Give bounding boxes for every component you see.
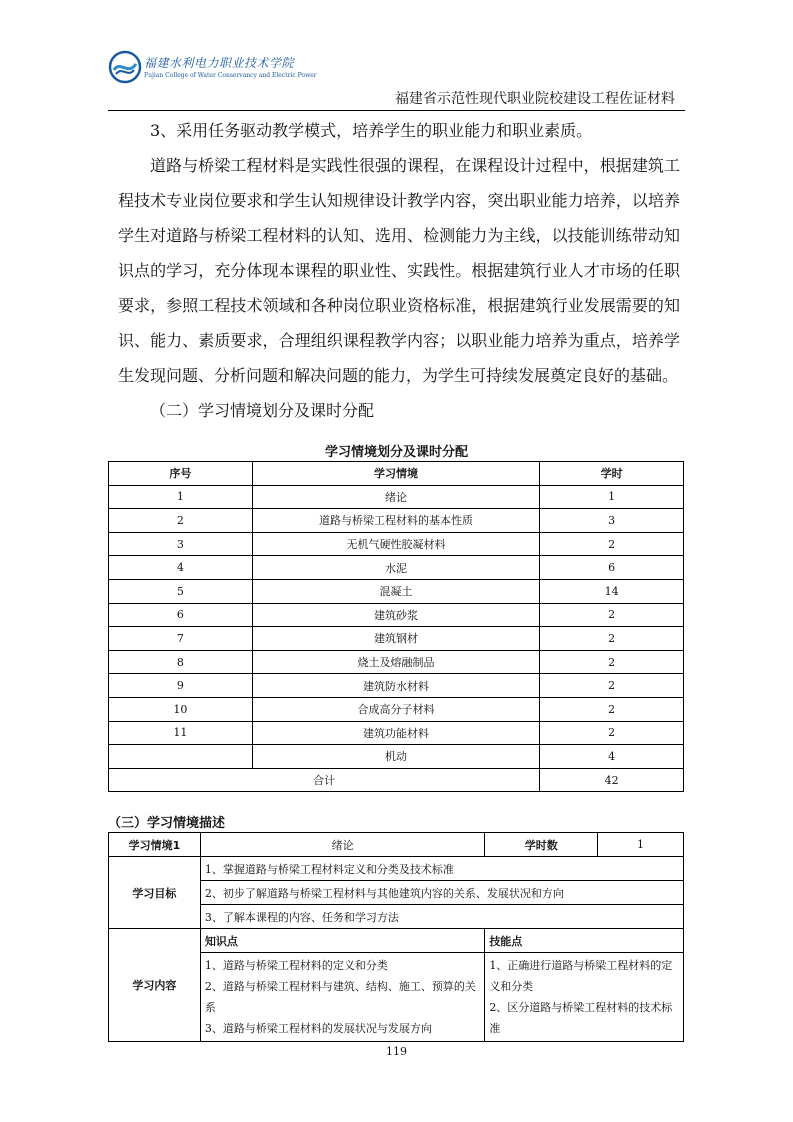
cell-situation: 绪论 [252, 485, 539, 509]
cell-hours: 2 [540, 674, 684, 698]
cell-no: 9 [109, 674, 253, 698]
table-row [109, 603, 684, 627]
knowledge-item: 1、道路与桥梁工程材料的定义和分类 [204, 959, 388, 972]
cell-hours: 6 [540, 556, 684, 580]
paragraph-course-design: 道路与桥梁工程材料是实践性很强的课程，在课程设计过程中，根据建筑工程技术专业岗位要求和学生认知规律设计教学内容，突出职业能力培养，以培养学生对道路与桥梁工程材料的认知、选用、检测能力为主线，以技能训练带动知识点的学习，充分体现本课程的职业性、实践性。根据建筑行业人才市场的任职要求，参照工程技术领域和各种岗位职业资格标准，根据建筑行业发展需要的知识、能力、素质要求，合理组织课程教学内容；以职业能力培养为重点，培养学生发现问题、分析问题和解决问题的能力，为学生可持续发展奠定良好的基础。 [118, 156, 680, 385]
objective-row [109, 857, 684, 881]
cell-situation: 烧土及熔融制品 [252, 650, 539, 674]
cell-total-hours: 42 [540, 768, 684, 792]
cell-hours: 2 [540, 697, 684, 721]
cell-total-label: 合计 [109, 768, 540, 792]
knowledge-list [200, 953, 484, 1042]
cell-hours: 2 [540, 721, 684, 745]
section-heading-situations: （二）学习情境划分及课时分配 [150, 401, 375, 420]
situation-name: 绪论 [200, 833, 484, 857]
table-row [109, 556, 684, 580]
cell-no: 8 [109, 650, 253, 674]
situation-label: 学习情境1 [109, 833, 201, 857]
cell-situation: 无机气硬性胶凝材料 [252, 532, 539, 556]
cell-no: 5 [109, 579, 253, 603]
logo-english-name: Fujian College of Water Conservancy and Electric Power [144, 72, 317, 79]
cell-hours: 3 [540, 509, 684, 533]
table-row [109, 650, 684, 674]
cell-no: 6 [109, 603, 253, 627]
cell-situation: 合成高分子材料 [252, 697, 539, 721]
cell-no: 3 [109, 532, 253, 556]
table-row [109, 721, 684, 745]
table-row [109, 579, 684, 603]
knowledge-item: 3、道路与桥梁工程材料的发展状况与发展方向 [204, 1022, 432, 1035]
skills-list [485, 953, 684, 1042]
table-row [109, 532, 684, 556]
table-row [109, 509, 684, 533]
table-row [109, 627, 684, 651]
table-row [109, 485, 684, 509]
cell-situation: 道路与桥梁工程材料的基本性质 [252, 509, 539, 533]
college-logo [108, 50, 317, 94]
cell-situation: 混凝土 [252, 579, 539, 603]
cell-hours: 2 [540, 627, 684, 651]
paragraph-teaching-mode: 3、采用任务驱动教学模式，培养学生的职业能力和职业素质。 [150, 121, 593, 140]
situation-description-table [108, 832, 684, 1042]
cell-no: 11 [109, 721, 253, 745]
header-situation: 学习情境 [252, 462, 539, 486]
table-title: 学习情境划分及课时分配 [324, 445, 468, 460]
cell-hours: 2 [540, 650, 684, 674]
table-header-row [109, 462, 684, 486]
knowledge-label: 知识点 [200, 929, 484, 953]
hours-value: 1 [598, 833, 684, 857]
cell-no: 10 [109, 697, 253, 721]
cell-no: 2 [109, 509, 253, 533]
content-label: 学习内容 [109, 929, 201, 1042]
cell-situation: 建筑功能材料 [252, 721, 539, 745]
table-row [109, 745, 684, 769]
cell-no [109, 745, 253, 769]
content-header-row [109, 929, 684, 953]
college-emblem-icon [108, 50, 142, 84]
cell-hours: 1 [540, 485, 684, 509]
cell-no: 1 [109, 485, 253, 509]
objective-item: 1、掌握道路与桥梁工程材料定义和分类及技术标准 [200, 857, 683, 881]
document-header-title: 福建省示范性现代职业院校建设工程佐证材料 [395, 91, 675, 107]
cell-no: 7 [109, 627, 253, 651]
hours-allocation-table [108, 461, 684, 792]
header-no: 序号 [109, 462, 253, 486]
page-number: 119 [386, 1045, 407, 1058]
table-row [109, 697, 684, 721]
cell-hours: 4 [540, 745, 684, 769]
objectives-label: 学习目标 [109, 857, 201, 929]
cell-situation: 建筑砂浆 [252, 603, 539, 627]
situation-row [109, 833, 684, 857]
objective-item: 3、了解本课程的内容、任务和学习方法 [200, 905, 683, 929]
cell-situation: 水泥 [252, 556, 539, 580]
cell-situation: 建筑钢材 [252, 627, 539, 651]
table-row [109, 674, 684, 698]
hours-label: 学时数 [485, 833, 598, 857]
header-divider [108, 110, 685, 111]
header-hours: 学时 [540, 462, 684, 486]
section-heading-description: （三）学习情境描述 [108, 816, 226, 831]
cell-hours: 2 [540, 603, 684, 627]
cell-situation: 建筑防水材料 [252, 674, 539, 698]
cell-hours: 2 [540, 532, 684, 556]
skill-item: 2、区分道路与桥梁工程材料的技术标准 [489, 1001, 673, 1035]
knowledge-item: 2、道路与桥梁工程材料与建筑、结构、施工、预算的关系 [204, 980, 476, 1014]
logo-chinese-name: 福建水利电力职业技术学院 [144, 56, 295, 70]
skill-item: 1、正确进行道路与桥梁工程材料的定义和分类 [489, 959, 673, 993]
objective-item: 2、初步了解道路与桥梁工程材料与其他建筑内容的关系、发展状况和方向 [200, 881, 683, 905]
skills-label: 技能点 [485, 929, 684, 953]
cell-no: 4 [109, 556, 253, 580]
cell-situation: 机动 [252, 745, 539, 769]
cell-hours: 14 [540, 579, 684, 603]
table-total-row [109, 768, 684, 792]
